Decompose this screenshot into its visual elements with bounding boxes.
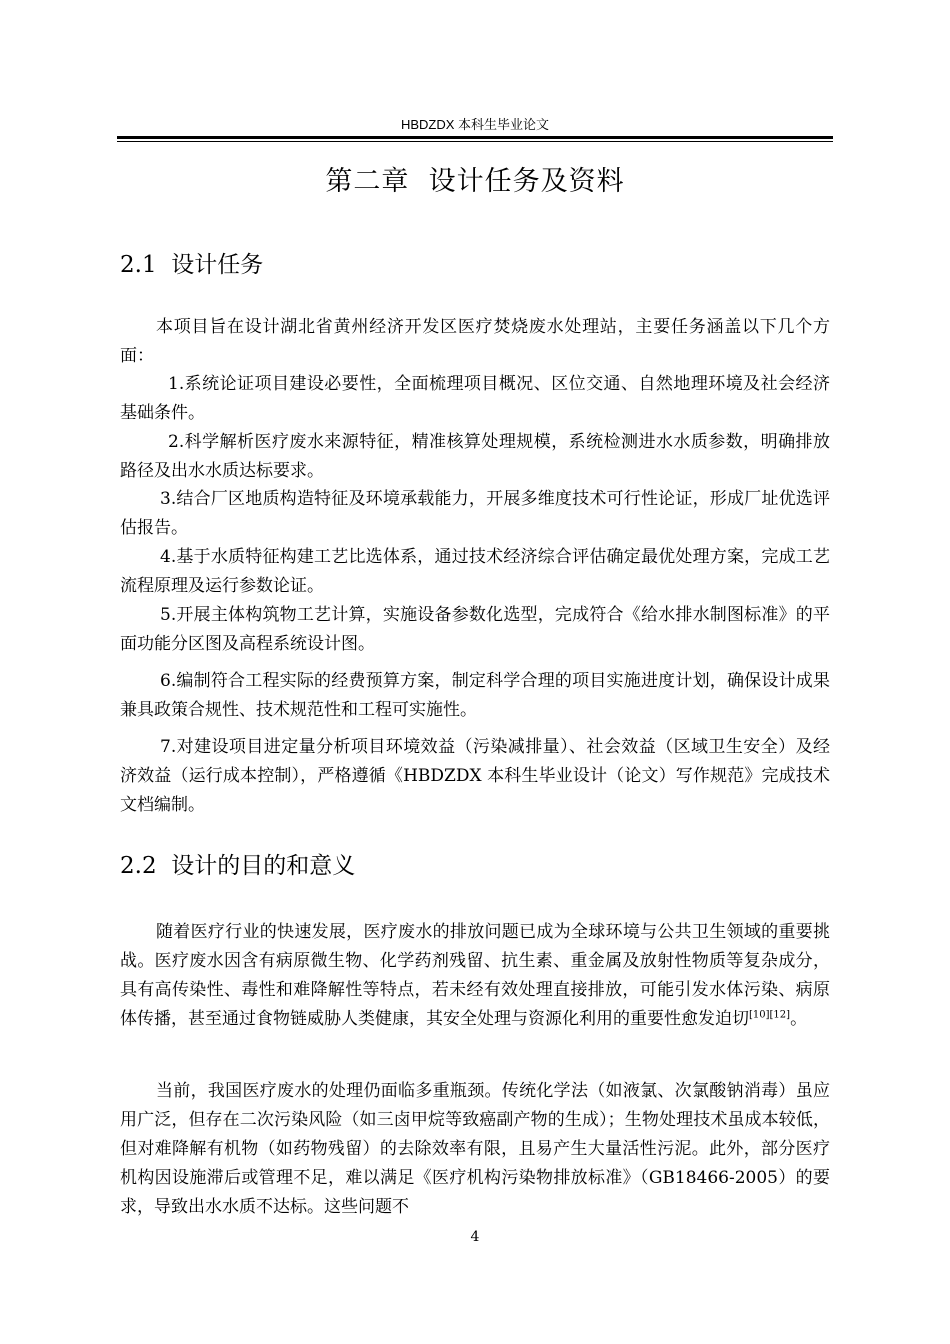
task-item-4: 4.基于水质特征构建工艺比选体系，通过技术经济综合评估确定最优处理方案，完成工艺流程原理及运行参数论证。 — [120, 547, 830, 596]
header-rule-thick — [117, 136, 833, 139]
task-item-1: 1.系统论证项目建设必要性，全面梳理项目概况、区位交通、自然地理环境及社会经济基础条件。 — [120, 374, 830, 423]
task-item-6: 6.编制符合工程实际的经费预算方案，制定科学合理的项目实施进度计划，确保设计成果兼具政策合规性、技术规范性和工程可实施性。 — [120, 671, 830, 720]
section-1-intro: 本项目旨在设计湖北省黄州经济开发区医疗焚烧废水处理站，主要任务涵盖以下几个方面： — [120, 317, 830, 366]
chapter-title: 第二章 设计任务及资料 — [325, 166, 625, 197]
paragraph-1-end: 。 — [790, 1009, 808, 1029]
citation-reference: [10][12] — [749, 1009, 791, 1021]
task-item-3: 3.结合厂区地质构造特征及环境承载能力，开展多维度技术可行性论证，形成厂址优选评估报告。 — [120, 489, 830, 538]
running-header: HBDZDX 本科生毕业论文 — [400, 117, 550, 132]
task-item-7: 7.对建设项目进定量分析项目环境效益（污染减排量）、社会效益（区域卫生安全）及经济效益（运行成本控制），严格遵循《HBDZDX 本科生毕业设计（论文）写作规范》完成技术文档编制。 — [120, 737, 830, 815]
task-item-2: 2.科学解析医疗废水来源特征，精准核算处理规模，系统检测进水水质参数，明确排放路径及出水水质达标要求。 — [120, 432, 830, 481]
section-2-paragraph-1 — [120, 918, 830, 1034]
section-title-2-2: 2.2 设计的目的和意义 — [120, 853, 356, 879]
page-number: 4 — [470, 1229, 480, 1245]
section-title-2-1: 2.1 设计任务 — [120, 252, 264, 278]
section-2-paragraph-2: 当前，我国医疗废水的处理仍面临多重瓶颈。传统化学法（如液氯、次氯酸钠消毒）虽应用广泛，但存在二次污染风险（如三卤甲烷等致癌副产物的生成）；生物处理技术虽成本较低，但对难降解有机物（如药物残留）的去除效率有限，且易产生大量活性污泥。此外，部分医疗机构因设施滞后或管理不足，难以满足《医疗机构污染物排放标准》（GB18466-2005）的要求，导致出水水质不达标。这些问题不 — [120, 1081, 830, 1217]
paragraph-1-text: 随着医疗行业的快速发展，医疗废水的排放问题已成为全球环境与公共卫生领域的重要挑战。医疗废水因含有病原微生物、化学药剂残留、抗生素、重金属及放射性物质等复杂成分，具有高传染性、毒性和难降解性等特点，若未经有效处理直接排放，可能引发水体污染、病原体传播，甚至通过食物链威胁人类健康，其安全处理与资源化利用的重要性愈发迫切 — [120, 922, 830, 1029]
header-rule-thin — [117, 141, 833, 142]
task-item-5: 5.开展主体构筑物工艺计算，实施设备参数化选型，完成符合《给水排水制图标准》的平面功能分区图及高程系统设计图。 — [120, 605, 830, 654]
